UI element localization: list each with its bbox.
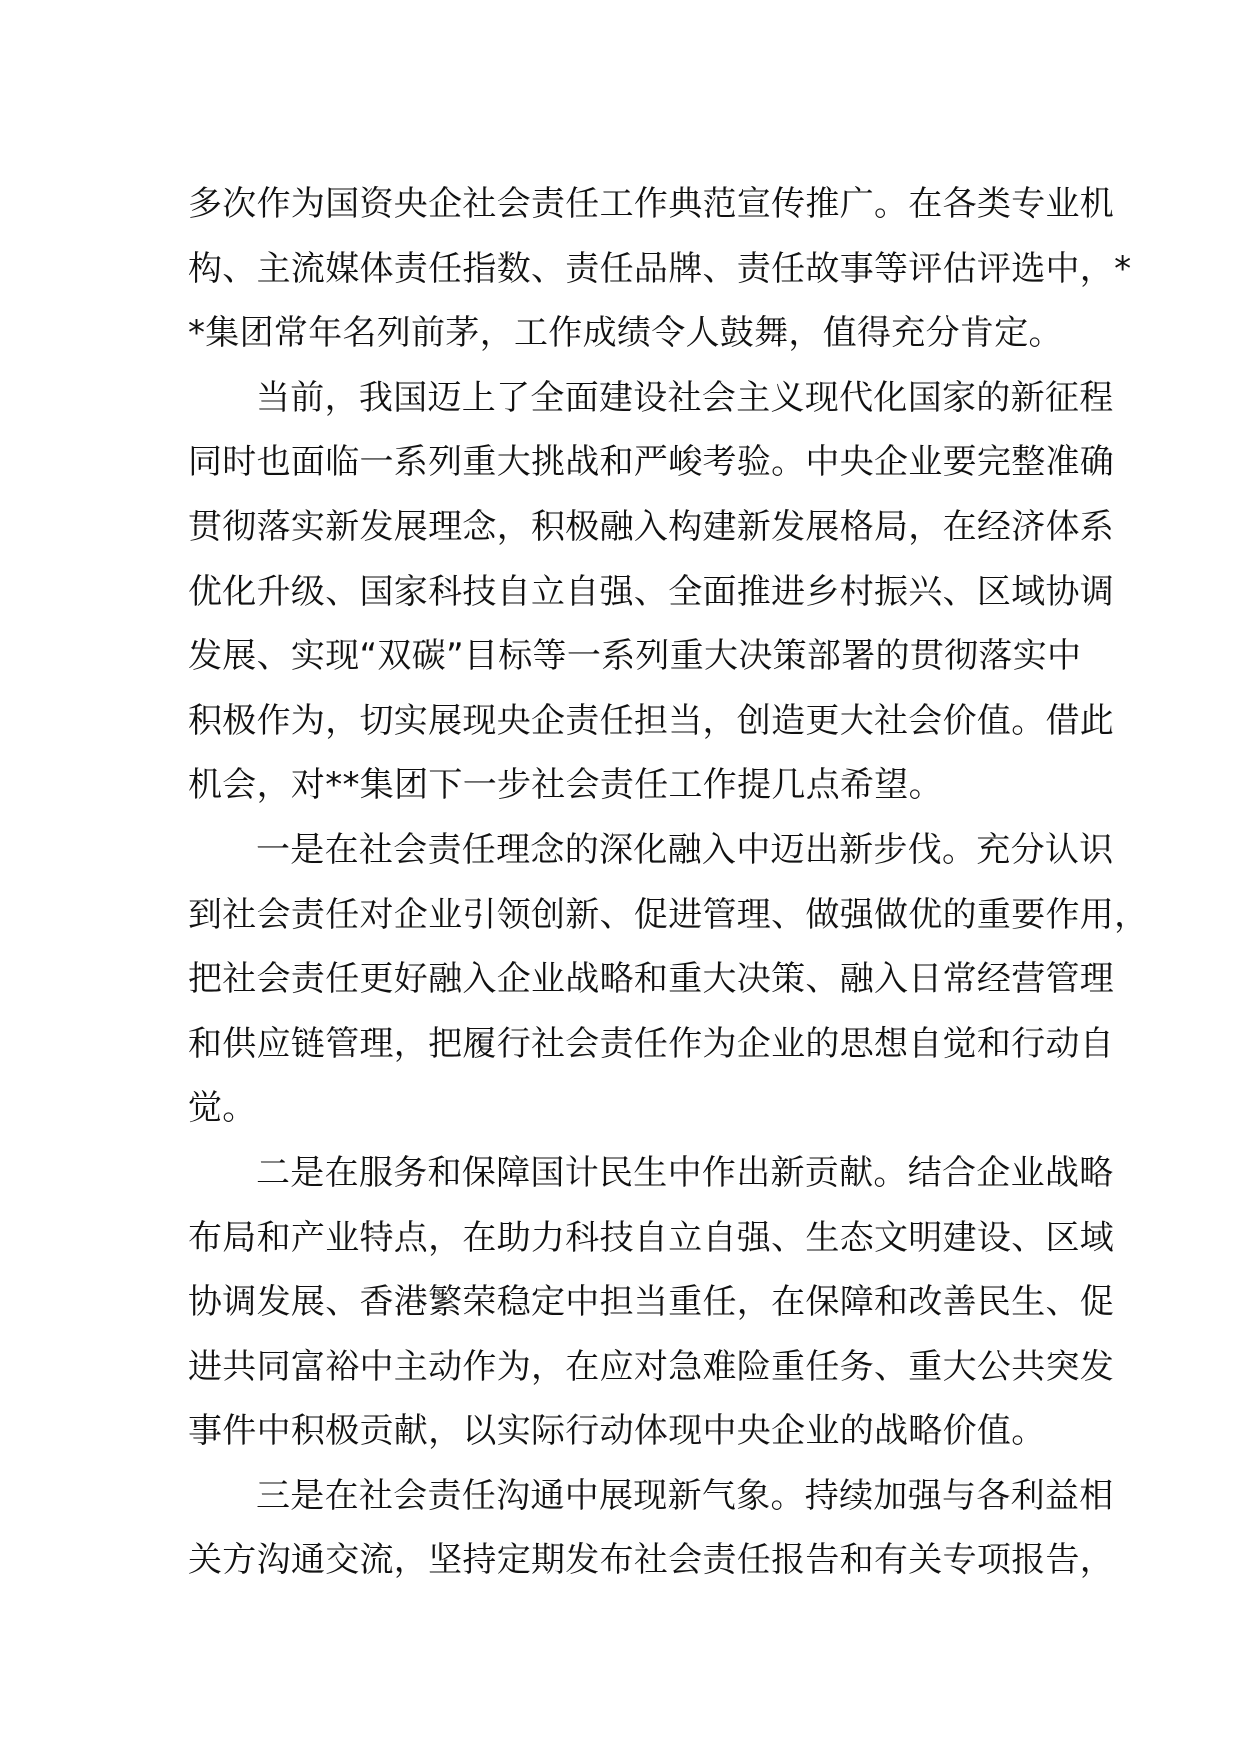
paragraph-start-line: 三是在社会责任沟通中展现新气象。持续加强与各利益相 bbox=[256, 1475, 1114, 1516]
text-line: 贯彻落实新发展理念，积极融入构建新发展格局，在经济体系 bbox=[188, 506, 1115, 547]
text-line: 构、主流媒体责任指数、责任品牌、责任故事等评估评选中，* bbox=[188, 248, 1132, 289]
paragraph-start-line: 二是在服务和保障国计民生中作出新贡献。结合企业战略 bbox=[256, 1152, 1114, 1193]
body-text bbox=[188, 172, 1149, 1593]
text-line: 到社会责任对企业引领创新、促进管理、做强做优的重要作用， bbox=[188, 894, 1149, 935]
text-line: 进共同富裕中主动作为，在应对急难险重任务、重大公共突发 bbox=[188, 1346, 1115, 1387]
text-line: 和供应链管理，把履行社会责任作为企业的思想自觉和行动自 bbox=[188, 1023, 1115, 1064]
text-line: 觉。 bbox=[188, 1088, 257, 1129]
text-line: 发展、实现“双碳”目标等一系列重大决策部署的贯彻落实中 bbox=[188, 636, 1082, 677]
text-line: 协调发展、香港繁荣稳定中担当重任，在保障和改善民生、促 bbox=[188, 1282, 1115, 1323]
text-line: 事件中积极贡献，以实际行动体现中央企业的战略价值。 bbox=[188, 1411, 1046, 1452]
text-line: 把社会责任更好融入企业战略和重大决策、融入日常经营管理 bbox=[188, 959, 1115, 1000]
text-line: 机会，对**集团下一步社会责任工作提几点希望。 bbox=[188, 765, 943, 806]
paragraph-start-line: 一是在社会责任理念的深化融入中迈出新步伐。充分认识 bbox=[256, 829, 1114, 870]
text-line: 同时也面临一系列重大挑战和严峻考验。中央企业要完整准确 bbox=[188, 442, 1115, 483]
text-line: *集团常年名列前茅，工作成绩令人鼓舞，值得充分肯定。 bbox=[188, 313, 1063, 354]
text-line: 布局和产业特点，在助力科技自立自强、生态文明建设、区域 bbox=[188, 1217, 1115, 1258]
text-line: 关方沟通交流，坚持定期发布社会责任报告和有关专项报告， bbox=[188, 1540, 1115, 1581]
text-line: 多次作为国资央企社会责任工作典范宣传推广。在各类专业机 bbox=[188, 184, 1115, 224]
text-line: 优化升级、国家科技自立自强、全面推进乡村振兴、区域协调 bbox=[188, 571, 1115, 612]
text-line: 积极作为，切实展现央企责任担当，创造更大社会价值。借此 bbox=[188, 700, 1115, 741]
paragraph-start-line: 当前，我国迈上了全面建设社会主义现代化国家的新征程 bbox=[256, 377, 1114, 418]
